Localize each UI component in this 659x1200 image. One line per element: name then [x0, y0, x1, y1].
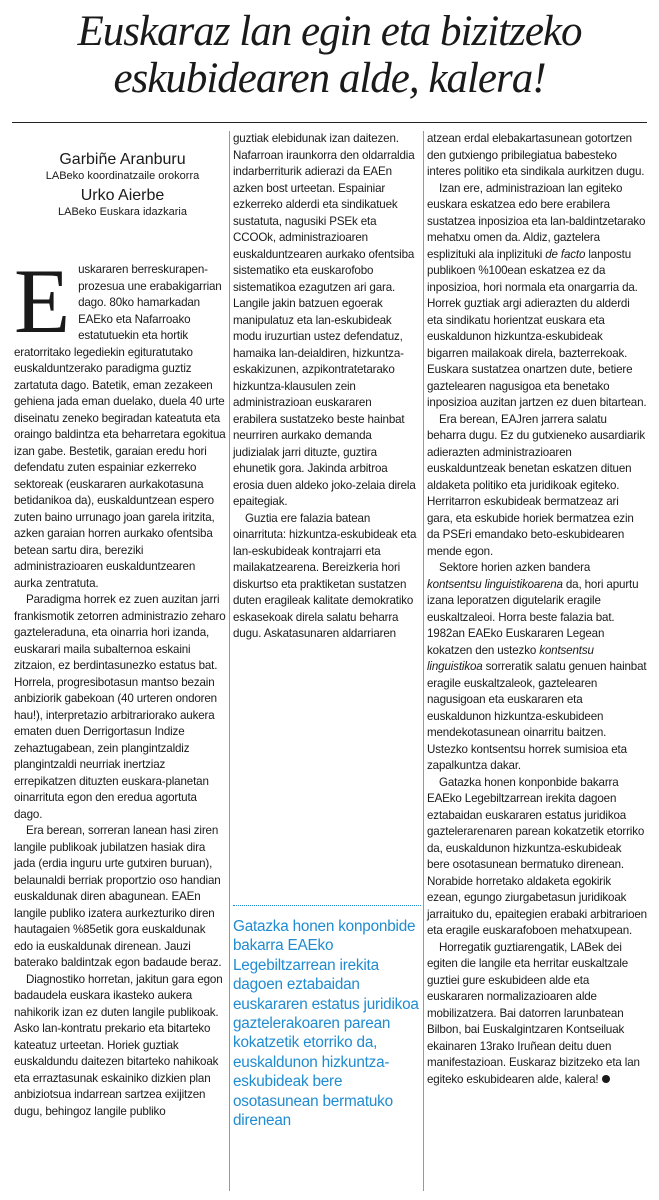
end-mark-icon	[602, 1075, 610, 1083]
drop-cap: E	[14, 250, 71, 352]
paragraph	[427, 181, 647, 412]
paragraph	[427, 560, 647, 775]
author-name: Garbiñe Aranburu	[59, 151, 186, 168]
pullquote: Gatazka honen konponbide bakarra EAEko Legebiltzarrean irekita dagoen eztabaidan euskararen estatus juridikoa gaztelerakoaren parean kokatzetik etorriko da, euskaldunon hizkuntza-eskubideak bere osotasunean bermatuko direnean	[233, 918, 419, 1130]
paragraph-text: uskararen berreskurapen-prozesua une erabakigarrian dago. 80ko hamarkadan EAEko eta Nafarroako estatutuekin eta hortik eratorritako legediekin egituratutako euskalduntzerako paradigma guztiz zartatuta dago. Batetik, eman zezakeen gehiena jada eman duelako, duela 40 urte diseinatu zeneko begiradan kateatuta eta oraingo baldintza eta beharretara egokitua izan gabe. Bestetik, garaian eredu hori defendatu zuten espainiar ezkerreko sektoreak (euskararen aurkakotasuna betidanikoa da), euskalduntzean espero zuten baino urrunago joan garela iritzita, azken garaian horren aurkako ofentsiba betean sartu dira, bereziki administrazioaren euskalduntzearen aurka zentratuta.	[14, 263, 226, 590]
author-role: LABeko koordinatzaile orokorra	[45, 170, 200, 182]
headline: Euskaraz lan egin eta bizitzeko eskubidearen alde, kalera!	[77, 8, 582, 102]
paragraph: Guztia ere falazia batean oinarrituta: hizkuntza-eskubideak eta lan-eskubideak kontrajarri eta mailakatzearena. Bereizkeria hori diskurtso eta praktiketan sustatzen duten eragileak kalitate demokratiko eskasekoak direla salatu beharra dugu. Askatasunaren aldarriaren	[233, 511, 417, 640]
column-divider-2	[423, 131, 424, 1191]
paragraph: atzean erdal elebakartasunean gotortzen den gutxiengo pribilegiatua babesteko interes politiko eta sindikala aurkitzen dugu.	[427, 132, 645, 178]
paragraph: Era berean, sorreran lanean hasi ziren langile publikoak jubilatzen hasiak dira jada (erdia inguru urte gutxiren buruan), belaunaldi berriak proportzio oso handian euskaldunak diren abagunean. EAEn langile publiko izatera aurkezturiko diren hautagaien %85etik gora euskaldunak edo ia euskaldunak direnean. Jauzi baterako baldintzak egon badaude beraz.	[14, 824, 222, 969]
paragraph-text: Izan ere, administrazioan lan egiteko euskara eskatzea edo bere erabilera sustatzea inposizioa eta lan-baldintzetarako mehatxu omen da. Aldiz, gaztelera esplizituki ala inplizituki	[427, 181, 646, 261]
article-column-2	[233, 131, 418, 640]
pullquote-marker	[233, 905, 421, 908]
paragraph-text: sorreratik salatu genuen hainbat eragile euskaltzaleok, gaztelearen nagusigoan eta euskararen eta euskaldunon hizkuntza-eskubideen mendekotasunean oinarritu baitzen. Ustezko kontsentsu horrek sumisioa eta zapalkuntza dakar.	[427, 660, 647, 772]
paragraph-text: lanpostu publikoen %100ean eskatzea ez da inposizioa, hori normala eta onargarria da. Horrek guztiak argi adierazten du alderdi eta sindikatu horientzat euskara eta euskaldunon hizkuntza-eskubideak bigarren mailakoak direla, bazterrekoak. Euskara sustatzea onartzen dute, betiere gaztelearen nagusigoa eta benetako inposizioa auzitan jartzen ez duen bitartean.	[427, 247, 647, 409]
paragraph	[427, 940, 647, 1089]
article-column-3	[427, 131, 647, 1191]
italic-term: de facto	[545, 247, 586, 261]
article-column-1	[14, 250, 226, 1190]
paragraph: guztiak elebidunak izan daitezen. Nafarroan iraunkorra den oldarraldia indarberriturik adierazi da EAEn azken bost urteetan. Espainiar ezkerreko alderdi eta sindikatuek sustatuta, nagusiki PSEk eta CCOOk, administrazioaren euskalduntzearen aurkako ofentsiba sistematiko eta euskarofobo sistematikoa ezagutzen ari gara. Langile jakin batzuen egoerak manipulatuz eta lan-eskubideak modu iruzurtian ustez defendatuz, hamaika lan-deialdiren, hizkuntza-eskakizunen, azpikontratetarako hizkuntza-klausulen zein administrazioan euskararen erabilera sustatzeko beste hainbat neurriren aurkako demanda judizialak jarri dituzte, guztira ehunetik gora. Jakinda arbitroa erosia duen aldeko joko-zelaia direla epaitegiak.	[233, 132, 416, 508]
column-divider-1	[229, 131, 230, 1191]
paragraph: Era berean, EAJren jarrera salatu beharra dugu. Ez du gutxieneko ausardiarik adierazten administrazioaren euskalduntzeak benetan eskatzen dituen aldaketa politiko eta juridikoak egiteko. Herritarron eskubideak bermatzeaz ari gara, eta eskubide horiek bermatzea ezin da PSEri emandako beto-eskubidearen mende egon.	[427, 412, 645, 558]
paragraph-text: Sektore horien azken bandera	[439, 561, 591, 574]
paragraph: Diagnostiko horretan, jakitun gara egon badaudela euskara ikasteko aukera nahikorik izan ez duten langile publikoak. Asko lan-kontratu prekario eta bitarteko kateatuz urteetan. Horiek guztiak euskaldundu daitezen bitarteko nahikoak eta erraztasunak eskainiko dizkien plan anbiziotsua indarrean sartzea exijitzen dugu, behingoz langile publiko	[14, 972, 223, 1118]
italic-term: kontsentsu linguistikoa	[427, 643, 594, 673]
byline	[20, 150, 225, 222]
author-role: LABeko Euskara idazkaria	[57, 206, 187, 218]
author-name: Urko Aierbe	[80, 187, 165, 204]
paragraph: Gatazka honen konponbide bakarra EAEko Legebiltzarrean irekita dagoen eztabaidan euskararen estatus juridikoa gaztelerarenaren parean kokatzetik etorriko da, euskaldunon hizkuntza-eskubideak bere osotasunean bermatuko direnean. Norabide horretako aldaketa egokirik ezean, egungo ziurgabetasun juridikoak jarraituko du, epaitegien erabaki arbitrarioen eta eragile euskarafoboen mehatxupean.	[427, 775, 647, 937]
paragraph-text: da, hori apurtu izana leporatzen digutelarik eragile euskaltzaleoi. Horra beste falazia bat. 1982an EAEko Euskararen Legean kokatzen den ustezko	[427, 577, 639, 657]
paragraph: Paradigma horrek ez zuen auzitan jarri frankismotik zetorren administrazio zeharo gazteleraduna, eta oinarria hori izanda, euskarari maila subalternoa eskaini zitzaion, ez berdintasunezko estatus bat. Horrela, progresibotasun mantso bezain anbiziorik gabekoan (40 urteren ondoren hau!), interpretazio arbitrariorako aukera ematen duen Derrigortasun Indize zehaztugabean, zein plangintzaldiz plangintzaldi neurriak inertziaz errepikatzen dituzten euskara-planetan oinarritutа egon den eredua agortuta dago.	[14, 593, 226, 821]
italic-term: kontsentsu linguistikoarena	[427, 577, 563, 591]
headline-rule	[12, 122, 647, 123]
paragraph	[14, 250, 226, 592]
paragraph-text: Horregatik guztiarengatik, LABek dei egiten die langile eta herritar euskaltzale guztiei gure eskubideen alde eta euskararen normalizazioaren alde mobilizatzera. Bai datorren larunbatean Bilbon, bai Euskalgintzaren Kontseiluak ekainaren 13rako Iruñean deitu duen manifestazioan. Euskaraz bizitzeko eta lan egiteko eskubidearen alde, kalera!	[427, 940, 640, 1086]
